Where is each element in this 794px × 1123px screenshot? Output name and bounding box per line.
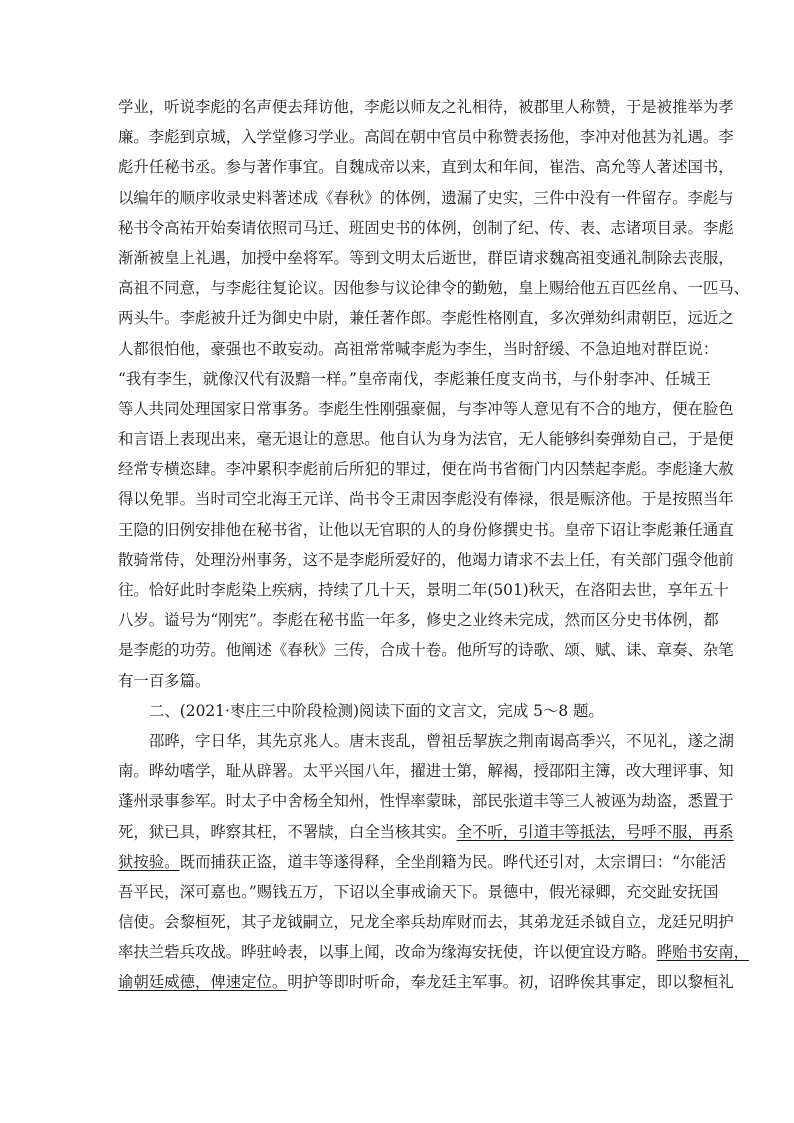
text-line: 学业，听说李彪的名声便去拜访他，李彪以师友之礼相待，被郡里人称赞，于是被推举为孝 [118,98,734,116]
passage-two-line: 信使。会黎桓死，其子龙钺嗣立，兄龙全率兵劫库财而去，其弟龙廷杀钺自立，龙廷兄明护 [118,913,734,932]
text-line: 两头牛。李彪被升迁为御史中尉，兼任著作郎。李彪性格刚直，多次弹劾纠肃朝臣，远近之 [118,309,734,328]
text-line: 高祖不同意，与李彪往复论议。因他参与议论律令的勤勉，皇上赐给他五百匹丝帛、一匹马、 [118,279,750,298]
text-line: 廉。李彪到京城，入学堂修习学业。高闾在朝中官员中称赞表扬他，李冲对他甚为礼遇。李 [118,128,734,147]
text-line: 等人共同处理国家日常事务。李彪生性刚强豪倔，与李冲等人意见有不合的地方，便在脸色 [118,399,734,418]
text-line: 得以免罪。当时司空北海王元详、尚书令王肃因李彪没有俸禄，很是赈济他。于是按照当年 [118,490,734,509]
text-line: 以编年的顺序收录史料著述成《春秋》的体例，遗漏了史实，三件中没有一件留存。李彪与 [118,188,734,207]
passage-two-line [118,847,727,877]
passage-two-line: 吾平民，深可嘉也。”赐钱五万，下诏以全事戒谕天下。景德中，假光禄卿，充交趾安抚国 [118,882,719,901]
text-line: 秘书令高祐开始奏请依照司马迁、班固史书的体例，创制了纪、传、表、志诸项目录。李彪 [118,218,734,237]
text-line: 渐渐被皇上礼遇，加授中垒将军。等到文明太后逝世，群臣请求魏高祖变通礼制除去丧服， [118,248,734,267]
text-line: 往。恰好此时李彪染上疾病，持续了几十天，景明二年(501)秋天，在洛阳去世，享年五十 [118,581,729,599]
passage-two-line: 蓬州录事参军。时太子中舍杨全知州，性悍率蒙昧，部民张道丰等三人被诬为劫盗，悉置于 [118,792,734,811]
line-text: 死，狱已具，晔察其枉，不署牍，白全当核其实。 [118,822,457,841]
line-text: 率扶兰砦兵攻战。晔驻岭表，以事上闻，改命为缘海安抚使，许以便宜设方略。 [118,943,657,962]
text-line: 和言语上表现出来，毫无退让的意思。他自认为身为法官，无人能够纠奏弹劾自己，于是便 [118,430,734,449]
passage-two-line [118,937,750,967]
underlined-sentence: 全不听，引道丰等抵法，号呼不服，再系 [456,822,734,841]
passage-two-line: 南。晔幼嗜学，耻从辟署。太平兴国八年，擢进士第，解褐，授邵阳主簿，改大理评事、知 [118,762,734,781]
text-line: 散骑常侍，处理汾州事务，这不是李彪所爱好的，他竭力请求不去上任，有关部门强令他前 [118,550,734,569]
text-line: 八岁。谥号为“刚宪”。李彪在秘书监一年多，修史之业终未完成，然而区分史书体例，都 [118,611,719,630]
document-page [118,92,750,998]
underlined-sentence: 晔贻书安南， [656,943,750,962]
underlined-sentence: 谕朝廷威德，俾速定位。 [118,973,288,992]
text-line: “我有李生，就像汉代有汲黯一样。”皇帝南伐，李彪兼任度支尚书，与仆射李冲、任城王 [118,369,711,388]
text-line: 有一百多篇。 [118,671,211,690]
passage-two-line: 邵晔，字日华，其先京兆人。唐末丧乱，曾祖岳挈族之荆南谒高季兴，不见礼，遂之湖 [149,731,734,750]
text-line: 彪升任秘书丞。参与著作事宜。自魏成帝以来，直到太和年间，崔浩、高允等人著述国书， [118,158,734,177]
passage-two-line [118,817,734,847]
text-line: 经常专横恣肆。李冲累积李彪前后所犯的罪过，便在尚书省衙门内囚禁起李彪。李彪逢大赦 [118,460,734,479]
line-text: 既而捕获正盗，道丰等遂得释，全坐削籍为民。晔代还引对，太宗谓曰：“尔能活 [179,852,727,871]
underlined-sentence: 狱按验。 [118,852,180,871]
text-line: 是李彪的功劳。他阐述《春秋》三传，合成十卷。他所写的诗歌、颂、赋、诔、章奏、杂笔 [118,641,734,660]
line-text: 明护等即时听命，奉龙廷主军事。初，诏晔俟其事定，即以黎桓礼 [287,973,734,992]
passage-two-line [118,967,734,997]
text-line: 王隐的旧例安排他在秘书省，让他以无官职的人的身份修撰史书。皇帝下诏让李彪兼任通直 [118,520,734,539]
question-heading: 二、(2021·枣庄三中阶段检测)阅读下面的文言文，完成 5～8 题。 [149,701,604,720]
text-line: 人都很怕他，豪强也不敢妄动。高祖常常喊李彪为李生，当时舒缓、不急迫地对群臣说： [118,339,719,358]
